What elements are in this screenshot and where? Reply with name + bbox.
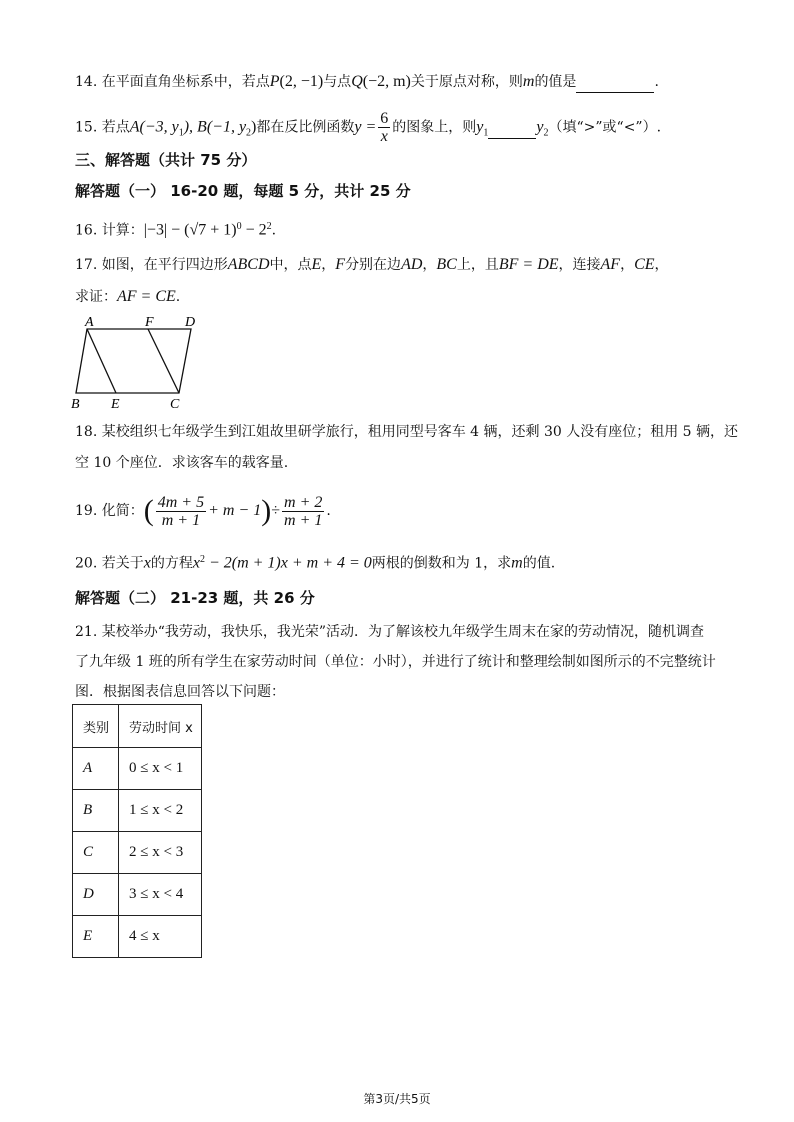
q14-text2: 与点 [323,74,352,90]
q19-frac2-num: m + 2 [284,493,323,511]
q20-eq-rest: − 2(m + 1)x + m + 4 = 0 [204,554,372,572]
q14-q-coord: (−2, m) [362,73,411,90]
question-14 [75,72,659,93]
q17-comma-4: ， [654,257,669,273]
question-20 [75,550,555,574]
table-cell-range: 1 ≤ x < 2 [119,790,202,832]
q17-number: 17. [75,257,98,273]
question-18-line1: 18. 某校组织七年级学生到江姐故里研学旅行，租用同型号客车 4 辆，还剩 30 人没有座位；租用 5 辆，还 [75,424,739,440]
table-cell-category: D [73,874,119,916]
q14-text4: 的值是 [534,74,577,90]
table-cell-range: 2 ≤ x < 3 [119,832,202,874]
q16-expr: |−3| − (√7 + 1) [143,221,237,239]
q14-end: . [654,74,659,90]
q15-y2: y [536,118,544,136]
label-f: F [145,315,154,330]
table-row [73,916,202,958]
question-19 [75,486,331,536]
q16-exp2: 2 [266,221,272,232]
q17-e: E [311,256,322,273]
q15-text3: 的图象上，则 [392,119,477,136]
q19-div: ÷ [271,502,281,519]
table-cell-range: 0 ≤ x < 1 [119,748,202,790]
q19-number: 19. [75,503,98,519]
q17-prove-label: 求证： [75,289,117,305]
question-15 [75,110,661,145]
q20-text2: 的方程 [150,555,193,572]
q15-text4: （填“>”或“<”）. [548,119,662,136]
q19-fraction-1 [156,494,206,529]
q17-goal: AF = CE [117,288,176,305]
q15-func-lhs: y = [354,118,377,136]
q15-text2: 都在反比例函数 [256,119,355,136]
table-row [73,748,202,790]
q15-point-b: ), B(−1, y [183,118,247,136]
q15-number: 15. [75,119,98,136]
question-16 [75,217,276,241]
table-cell-category: B [73,790,119,832]
segment-fc [148,329,179,393]
q17-comma-2: ， [422,257,437,273]
q15-y1-sub: 1 [483,127,489,139]
table-header-time: 劳动时间 x [119,705,202,748]
table-cell-category: E [73,916,119,958]
subsection-1-heading: 解答题（一） 16-20 题，每题 5 分，共计 25 分 [75,182,411,200]
q19-text: 化简： [101,503,144,519]
table-header-row [73,705,202,748]
q16-text: 计算： [101,222,144,239]
q20-number: 20. [75,555,98,572]
q19-fraction-2 [282,494,324,529]
q16-exp0: 0 [236,221,242,232]
q15-sub1: 1 [178,127,184,139]
table-cell-range: 3 ≤ x < 4 [119,874,202,916]
question-17-line1 [75,255,669,275]
q19-frac1-num: 4m + 5 [157,493,205,511]
q15-point-a: A(−3, y [129,118,179,136]
question-17-line2 [75,287,180,307]
q20-eq-sq: 2 [199,554,205,565]
segment-ae [87,329,116,393]
q17-abcd: ABCD [227,256,270,273]
q19-left-paren: ( [143,494,154,527]
q20-text3: 两根的倒数和为 1，求 [371,555,512,572]
q15-y2-sub: 2 [543,127,549,139]
q17-text-e: ，连接 [558,257,601,273]
q20-eq-x: x [192,554,200,572]
q14-var-m: m [522,73,535,90]
q20-var-m: m [511,554,523,572]
table-cell-category: A [73,748,119,790]
q17-end: . [175,289,181,305]
q17-condition: BF = DE [498,256,559,273]
q17-af: AF [600,256,621,273]
table-cell-category: C [73,832,119,874]
q15-frac-num: 6 [380,110,389,127]
q20-var-x: x [143,554,151,572]
q16-number: 16. [75,222,98,239]
q19-rest: + m − 1 [208,502,262,519]
label-e: E [111,397,120,412]
q14-number: 14. [75,74,98,90]
question-21-line2: 了九年级 1 班的所有学生在家劳动时间（单位：小时），并进行了统计和整理绘制如图所示的不完整统计 [75,654,716,670]
table-header-category: 类别 [73,705,119,748]
q20-text4: 的值. [522,555,556,572]
table-row [73,832,202,874]
q17-bc: BC [436,256,457,273]
q16-end: . [271,222,277,239]
q17-text-a: 如图，在平行四边形 [101,257,228,273]
q16-expr2: − 2 [241,221,267,239]
q17-f: F [335,256,346,273]
q15-close: ) [251,118,257,136]
q19-frac1-den: m + 1 [161,511,201,529]
q15-answer-blank [488,118,536,139]
table-row [73,874,202,916]
q14-point-p: P [269,73,280,90]
table-cell-range: 4 ≤ x [119,916,202,958]
question-21-line3: 图．根据图表信息回答以下问题： [75,684,285,700]
q15-frac-den: x [380,128,388,145]
q15-y1: y [476,118,484,136]
q17-ad: AD [401,256,423,273]
subsection-2-heading: 解答题（二） 21-23 题，共 26 分 [75,589,315,607]
table-row [73,790,202,832]
q17-text-d: 上，且 [456,257,499,273]
q19-frac2-den: m + 1 [284,511,323,529]
parallelogram-figure [68,312,208,412]
label-a: A [85,315,94,330]
q17-ce: CE [634,256,655,273]
q15-sub2: 2 [246,127,252,139]
q17-comma-3: ， [620,257,635,273]
q17-text-b: 中，点 [269,257,312,273]
q14-text1: 在平面直角坐标系中，若点 [101,74,270,90]
q14-point-q: Q [351,73,363,90]
section-3-heading: 三、解答题（共计 75 分） [75,151,257,169]
page-footer: 第3页/共5页 [363,1092,431,1106]
q20-text1: 若关于 [101,555,144,572]
q17-comma: ， [321,257,336,273]
labor-time-table [72,704,202,958]
label-c: C [170,397,180,412]
q19-right-paren: ) [261,494,272,527]
q19-end: . [326,503,331,519]
label-b: B [71,397,80,412]
label-d: D [185,315,196,330]
q17-text-c: 分别在边 [345,257,402,273]
q15-fraction [378,110,390,145]
q14-p-coord: (2, −1) [279,73,324,90]
q15-text1: 若点 [101,119,130,136]
q14-answer-blank [576,72,654,93]
question-21-line1: 21. 某校举办“我劳动，我快乐，我光荣”活动．为了解该校九年级学生周末在家的劳动情况，随机调查 [75,624,705,640]
question-18-line2: 空 10 个座位．求该客车的载客量. [75,455,289,471]
q14-text3: 关于原点对称，则 [410,74,523,90]
